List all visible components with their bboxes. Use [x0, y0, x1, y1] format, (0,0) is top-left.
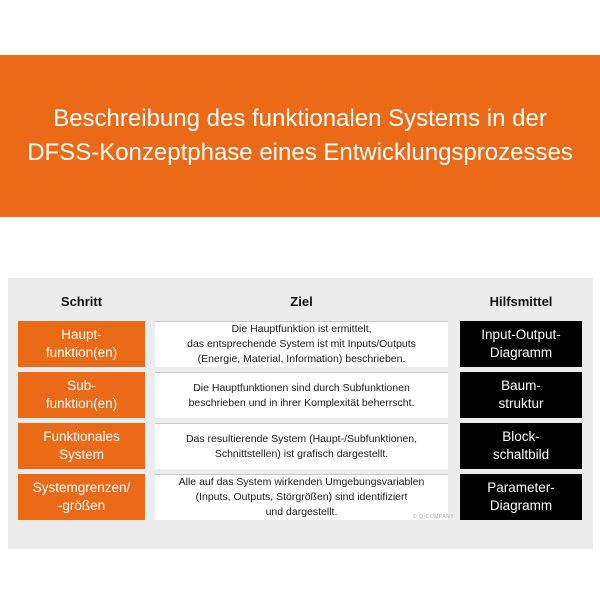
goal-text: das entsprechende System ist mit Inputs/Outputs [187, 338, 416, 350]
goal-text: Die Hauptfunktionen sind durch Subfunktionen [193, 381, 410, 394]
goal-cell [155, 474, 448, 520]
goal-text: Das resultierende System (Haupt-/Subfunktionen, [185, 432, 418, 445]
header-schritt: Schritt [60, 294, 103, 309]
tool-text: struktur [498, 396, 544, 411]
copyright-watermark: © Q-COMPANY [413, 514, 455, 520]
step-cell [18, 474, 145, 520]
step-text: -größen [57, 498, 106, 513]
step-cell [18, 372, 145, 418]
tool-text: Diagramm [489, 498, 553, 513]
table-row [8, 423, 593, 469]
tool-text: schaltbild [492, 447, 550, 462]
tool-cell [460, 474, 582, 520]
step-text: Funktionales [43, 429, 120, 444]
step-text: Haupt- [61, 327, 102, 342]
goal-text: Schnittstellen) ist grafisch dargestellt. [214, 447, 389, 460]
tool-text: Block- [502, 429, 540, 444]
tool-text: Input-Output- [481, 327, 561, 342]
goal-cell [155, 423, 448, 469]
step-cell [18, 423, 145, 469]
step-text: Sub- [67, 378, 96, 393]
title-line-2: DFSS-Konzeptphase eines Entwicklungsprozesses [27, 139, 573, 166]
header-ziel: Ziel [290, 294, 313, 309]
step-text: Systemgrenzen/ [32, 480, 131, 495]
goal-cell [155, 372, 448, 418]
process-table [8, 278, 593, 549]
header-hilfsmittel: Hilfsmittel [489, 294, 553, 309]
title-banner [0, 55, 600, 217]
goal-text: beschrieben und in ihrer Komplexität beherrscht. [188, 396, 415, 409]
goal-text: Alle auf das System wirkenden Umgebungsvariablen [178, 476, 425, 488]
step-text: funktion(en) [45, 396, 118, 411]
tool-cell [460, 321, 582, 367]
title-line-1: Beschreibung des funktionalen Systems in der [53, 105, 547, 132]
tool-cell [460, 423, 582, 469]
step-text: funktion(en) [45, 345, 118, 360]
table-row [8, 372, 593, 418]
tool-cell [460, 372, 582, 418]
tool-text: Baum- [501, 378, 541, 393]
step-text: System [58, 447, 104, 462]
tool-text: Parameter- [487, 480, 555, 495]
goal-text: (Inputs, Outputs, Störgrößen) sind identifiziert [195, 491, 408, 503]
tool-text: Diagramm [489, 345, 553, 360]
table-row [8, 474, 593, 520]
goal-cell [155, 321, 448, 367]
table-row [8, 321, 593, 367]
goal-text: und dargestellt. [265, 506, 338, 518]
step-cell [18, 321, 145, 367]
goal-text: (Energie, Material, Information) beschrieben. [197, 353, 406, 365]
goal-text: Die Hauptfunktion ist ermittelt, [231, 323, 372, 335]
